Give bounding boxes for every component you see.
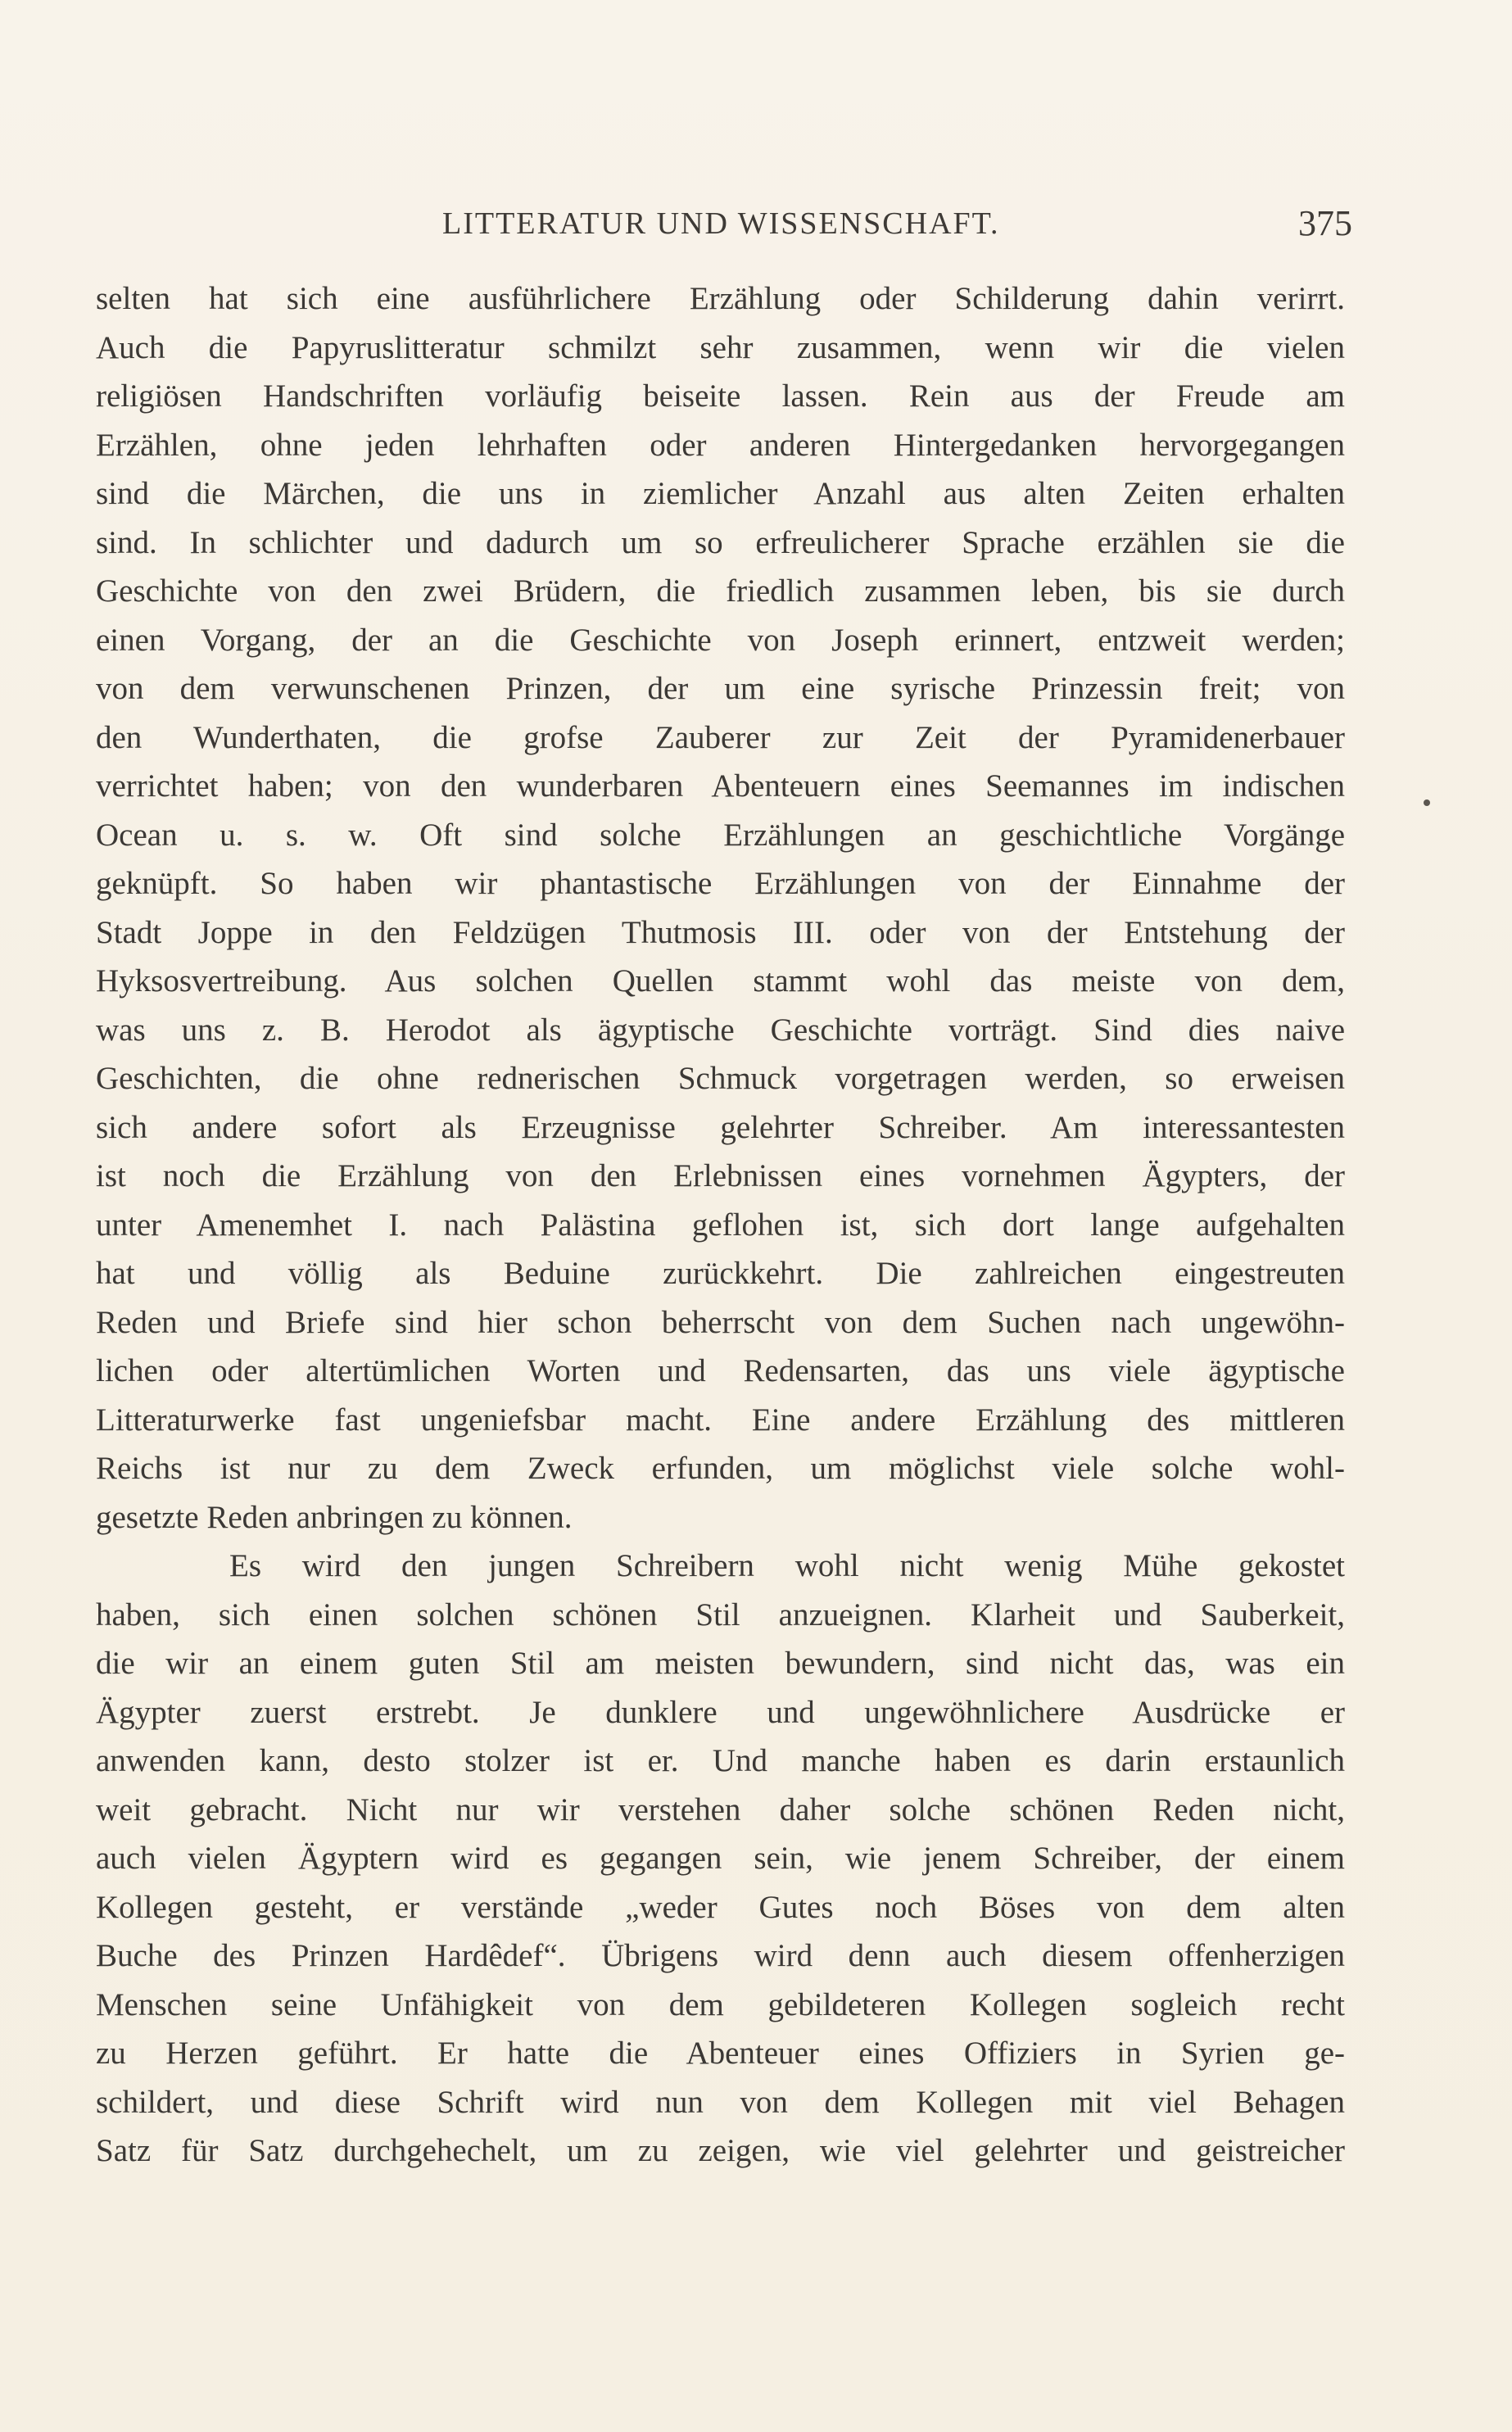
text-line: sind. In schlichter und dadurch um so erfreulicherer Sprache erzählen sie die	[96, 524, 1345, 560]
text-line: Es wird den jungen Schreibern wohl nicht wenig Mühe gekostet	[229, 1548, 1345, 1583]
text-line: ist noch die Erzählung von den Erlebnissen eines vornehmen Ägypters, der	[96, 1158, 1345, 1193]
text-line: religiösen Handschriften vorläufig beiseite lassen. Rein aus der Freude am	[96, 378, 1345, 414]
page-header	[0, 203, 1512, 252]
text-line: Buche des Prinzen Hardêdef“. Übrigens wird denn auch diesem offenherzigen	[96, 1938, 1345, 1973]
text-line: sich andere sofort als Erzeugnisse gelehrter Schreiber. Am interessantesten	[96, 1109, 1345, 1145]
running-title: LITTERATUR UND WISSENSCHAFT.	[442, 206, 1000, 241]
text-line: von dem verwunschenen Prinzen, der um eine syrische Prinzessin freit; von	[96, 671, 1345, 706]
page-number: 375	[1298, 203, 1352, 243]
text-line: unter Amenemhet I. nach Palästina geflohen ist, sich dort lange aufgehalten	[96, 1207, 1345, 1243]
text-line: Ägypter zuerst erstrebt. Je dunklere und ungewöhnlichere Ausdrücke er	[96, 1694, 1345, 1730]
paragraph-1	[96, 274, 1345, 1542]
body-text	[96, 274, 1345, 2176]
text-line: zu Herzen geführt. Er hatte die Abenteuer eines Offiziers in Syrien ge-	[96, 2036, 1345, 2071]
text-line: die wir an einem guten Stil am meisten bewundern, sind nicht das, was ein	[96, 1646, 1345, 1681]
text-line: hat und völlig als Beduine zurückkehrt. Die zahlreichen eingestreuten	[96, 1256, 1345, 1291]
text-line: Geschichten, die ohne rednerischen Schmuck vorgetragen werden, so erweisen	[96, 1061, 1345, 1096]
text-line: Reden und Briefe sind hier schon beherrscht von dem Suchen nach ungewöhn-	[96, 1304, 1345, 1340]
paragraph-2	[96, 1542, 1345, 2176]
text-line: schildert, und diese Schrift wird nun von dem Kollegen mit viel Behagen	[96, 2084, 1345, 2120]
text-line: gesetzte Reden anbringen zu können.	[96, 1499, 573, 1535]
text-line: Ocean u. s. w. Oft sind solche Erzählungen an geschichtliche Vorgänge	[96, 817, 1345, 853]
text-line: verrichtet haben; von den wunderbaren Abenteuern eines Seemannes im indischen	[96, 768, 1345, 804]
text-line: Hyksosvertreibung. Aus solchen Quellen stammt wohl das meiste von dem,	[96, 963, 1345, 999]
text-line: geknüpft. So haben wir phantastische Erzählungen von der Einnahme der	[96, 866, 1345, 901]
text-line: lichen oder altertümlichen Worten und Redensarten, das uns viele ägyptische	[96, 1353, 1345, 1388]
text-line: einen Vorgang, der an die Geschichte von Joseph erinnert, entzweit werden;	[96, 622, 1345, 658]
text-line: anwenden kann, desto stolzer ist er. Und manche haben es darin erstaunlich	[96, 1743, 1345, 1778]
text-line: haben, sich einen solchen schönen Stil anzueignen. Klarheit und Sauberkeit,	[96, 1596, 1345, 1633]
ink-dot	[1424, 799, 1430, 806]
text-line: Auch die Papyruslitteratur schmilzt sehr zusammen, wenn wir die vielen	[96, 329, 1345, 365]
text-line: was uns z. B. Herodot als ägyptische Geschichte vorträgt. Sind dies naive	[96, 1012, 1345, 1048]
text-line: Erzählen, ohne jeden lehrhaften oder anderen Hintergedanken hervorgegangen	[96, 427, 1345, 463]
text-line: Satz für Satz durchgehechelt, um zu zeigen, wie viel gelehrter und geistreicher	[96, 2133, 1345, 2168]
text-line: den Wunderthaten, die grofse Zauberer zur Zeit der Pyramidenerbauer	[96, 719, 1345, 755]
text-line: Reichs ist nur zu dem Zweck erfunden, um möglichst viele solche wohl-	[96, 1451, 1345, 1486]
text-line: auch vielen Ägyptern wird es gegangen sein, wie jenem Schreiber, der einem	[96, 1841, 1345, 1876]
text-line: selten hat sich eine ausführlichere Erzählung oder Schilderung dahin verirrt.	[96, 281, 1345, 316]
text-line: Menschen seine Unfähigkeit von dem gebildeteren Kollegen sogleich recht	[96, 1986, 1345, 2022]
text-line: Geschichte von den zwei Brüdern, die friedlich zusammen leben, bis sie durch	[96, 573, 1345, 609]
text-line: Litteraturwerke fast ungeniefsbar macht. Eine andere Erzählung des mittleren	[96, 1402, 1345, 1438]
text-line: Stadt Joppe in den Feldzügen Thutmosis III. oder von der Entstehung der	[96, 914, 1345, 950]
text-line: Kollegen gesteht, er verstände „weder Gutes noch Böses von dem alten	[96, 1889, 1345, 1925]
text-line: sind die Märchen, die uns in ziemlicher Anzahl aus alten Zeiten erhalten	[96, 476, 1345, 511]
text-line: weit gebracht. Nicht nur wir verstehen daher solche schönen Reden nicht,	[96, 1791, 1345, 1827]
